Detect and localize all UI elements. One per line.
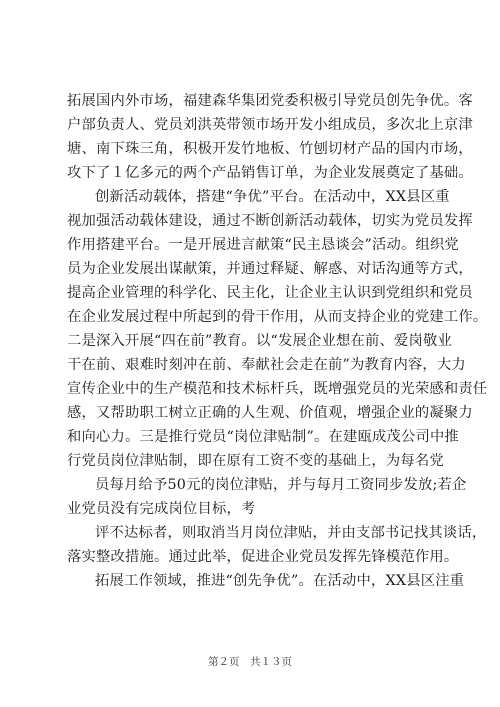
text-line: 在企业发展过程中所起到的骨干作用，从而支持企业的党建工作。 bbox=[67, 309, 488, 325]
text-line: 员每月给予50元的岗位津贴，并与每月工资同步发放;若企 bbox=[95, 477, 467, 493]
text-line: 宣传企业中的生产模范和技术标杆兵，既增强党员的光荣感和责任 bbox=[67, 381, 488, 397]
text-line: 塘、南下珠三角，积极开发竹地板、竹刨切材产品的国内市场， bbox=[67, 141, 473, 157]
text-line: 感，又帮助职工树立正确的人生观、价值观，增强企业的凝聚力 bbox=[67, 405, 473, 421]
paragraph-start-line: 创新活动载体，搭建“争优”平台。在活动中，XX县区重 bbox=[95, 189, 450, 205]
text-line: 攻下了１亿多元的两个产品销售订单，为企业发展奠定了基础。 bbox=[67, 165, 473, 181]
text-line: 户部负责人、党员刘洪英带领市场开发小组成员，多次北上京津 bbox=[67, 117, 473, 133]
text-line: 视加强活动载体建设，通过不断创新活动载体，切实为党员发挥 bbox=[67, 213, 473, 229]
text-line: 二是深入开展“四在前”教育。以“发展企业想在前、爱岗敬业 bbox=[67, 333, 452, 349]
text-line: 行党员岗位津贴制，即在原有工资不变的基础上，为每名党 bbox=[67, 453, 444, 469]
text-line: 作用搭建平台。一是开展进言献策“民主恳谈会”活动。组织党 bbox=[67, 237, 459, 253]
text-line: 评不达标者，则取消当月岗位津贴，并由支部书记找其谈话， bbox=[95, 525, 487, 541]
paragraph-start-line: 拓展工作领域，推进“创先争优”。在活动中，XX县区注重 bbox=[95, 573, 465, 589]
text-line: 和向心力。三是推行党员“岗位津贴制”。在建瓯成茂公司中推 bbox=[67, 429, 459, 445]
text-line: 干在前、艰难时刻冲在前、奉献社会走在前”为教育内容，大力 bbox=[67, 357, 466, 373]
page-number-footer: 第２页 共１３页 bbox=[208, 656, 292, 668]
text-line: 落实整改措施。通过此举，促进企业党员发挥先锋模范作用。 bbox=[67, 549, 459, 565]
text-line: 拓展国内外市场，福建森华集团党委积极引导党员创先争优。客 bbox=[67, 93, 473, 109]
text-line: 员为企业发展出谋献策，并通过释疑、解惑、对话沟通等方式， bbox=[67, 261, 473, 277]
text-line: 业党员没有完成岗位目标，考 bbox=[67, 501, 256, 517]
text-line: 提高企业管理的科学化、民主化，让企业主认识到党组织和党员 bbox=[67, 285, 473, 301]
